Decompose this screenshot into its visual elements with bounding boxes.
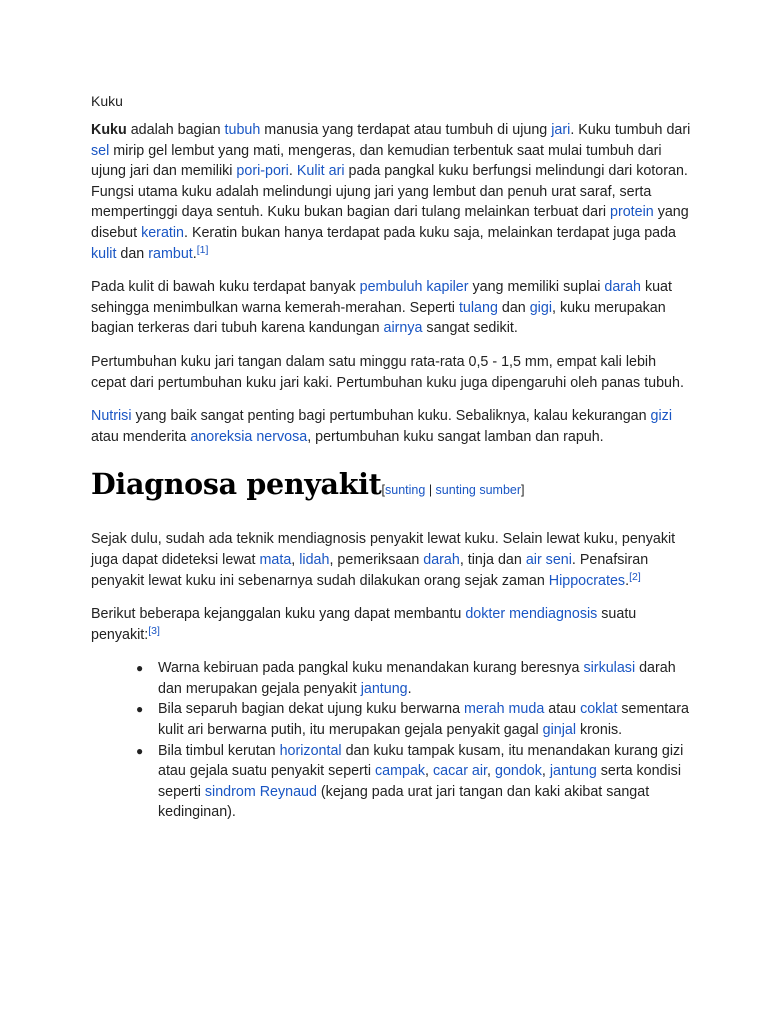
link-kulit[interactable]: kulit — [91, 245, 117, 262]
text-run: adalah bagian — [126, 122, 225, 138]
document-page — [91, 92, 691, 823]
link-ginjal[interactable]: ginjal — [542, 722, 577, 739]
text-run: Berikut beberapa kejanggalan kuku yang dapat membantu — [91, 606, 466, 623]
text-run: yang baik sangat penting bagi pertumbuhan kuku. Sebaliknya, kalau kekurangan — [131, 408, 651, 425]
text-run: yang memiliki suplai — [468, 279, 605, 296]
bracket-close: ] — [521, 483, 525, 498]
link-keratin[interactable]: keratin — [141, 224, 184, 241]
paragraph-5 — [91, 529, 691, 591]
text-run: serta kondisi seperti — [158, 763, 681, 800]
text-run: , pemeriksaan — [329, 551, 424, 568]
link-horizontal[interactable]: horizontal — [279, 742, 342, 759]
text-run: . Kuku tumbuh dari — [570, 122, 691, 138]
symptom-list — [91, 658, 691, 823]
text-run: kronis. — [576, 722, 623, 739]
text-run: atau menderita — [91, 428, 191, 445]
bullet-icon: ● — [136, 702, 144, 717]
link-rambut[interactable]: rambut — [148, 245, 193, 262]
text-run: sementara kulit ari berwarna putih, itu merupakan gejala penyakit gagal — [158, 701, 689, 739]
link-mata[interactable]: mata — [259, 551, 292, 568]
link-kulit-ari[interactable]: Kulit ari — [296, 163, 345, 180]
link-pori-pori[interactable]: pori-pori — [236, 163, 289, 180]
text-run: . — [288, 163, 297, 180]
bold-term: Kuku — [91, 122, 127, 138]
paragraph-2 — [91, 277, 691, 339]
link-sel[interactable]: sel — [91, 142, 110, 159]
text-run: Bila separuh bagian dekat ujung kuku berwarna — [158, 701, 465, 718]
text-run: suatu penyakit: — [91, 606, 637, 643]
link-sirkulasi[interactable]: sirkulasi — [583, 660, 636, 677]
paragraph-3: Pertumbuhan kuku jari tangan dalam satu minggu rata-rata 0,5 - 1,5 mm, empat kali lebih cepat dari pertumbuhan kuku jari kaki. Pertumbuhan kuku juga dipengaruhi oleh panas tubuh. — [91, 353, 684, 391]
list-item — [91, 658, 691, 699]
link-nutrisi[interactable]: Nutrisi — [91, 408, 132, 425]
text-run: . Keratin bukan hanya terdapat pada kuku saja, melainkan terdapat juga pada — [184, 224, 677, 241]
edit-source-link[interactable]: sunting sumber — [435, 483, 522, 498]
link-merah-muda[interactable]: merah muda — [464, 701, 545, 718]
text-run: , — [291, 551, 300, 568]
bullet-icon: ● — [136, 743, 144, 758]
link-lidah[interactable]: lidah — [299, 551, 330, 568]
text-run: . — [625, 572, 630, 589]
link-gizi[interactable]: gizi — [650, 408, 672, 425]
link-jantung[interactable]: jantung — [549, 763, 597, 780]
link-dokter[interactable]: dokter — [465, 606, 506, 623]
text-run: kuat sehingga menimbulkan warna kemerah-merahan. Seperti — [91, 279, 672, 316]
text-run: manusia yang terdapat atau tumbuh di ujung — [260, 122, 552, 138]
link-jari[interactable]: jari — [551, 122, 571, 138]
text-run: yang disebut — [91, 204, 689, 241]
paragraph-4 — [91, 406, 691, 447]
text-run: , — [425, 763, 433, 780]
link-airnya[interactable]: airnya — [383, 320, 423, 337]
link-jantung[interactable]: jantung — [360, 680, 408, 697]
text-run: sangat sedikit. — [422, 320, 518, 337]
link-darah[interactable]: darah — [423, 551, 460, 568]
link-sindrom-reynaud[interactable]: sindrom Reynaud — [204, 783, 317, 800]
text-run: , — [487, 763, 495, 780]
section-title: Diagnosa penyakit — [91, 467, 382, 502]
text-run: Pada kulit di bawah kuku terdapat banyak — [91, 279, 360, 296]
link-darah[interactable]: darah — [604, 279, 641, 296]
list-item — [91, 741, 691, 823]
link-gigi[interactable]: gigi — [529, 299, 552, 316]
edit-links — [382, 483, 525, 497]
paragraph-6 — [91, 604, 691, 645]
reference-link-1[interactable]: [1] — [196, 243, 209, 256]
text-run: , pertumbuhan kuku sangat lamban dan rapuh. — [307, 428, 604, 445]
document-label: Kuku — [91, 93, 123, 109]
link-anoreksia-nervosa[interactable]: anoreksia nervosa — [190, 428, 308, 445]
text-run: dan kuku tampak kusam, itu menandakan kurang gizi atau gejala suatu penyakit seperti — [158, 742, 684, 780]
list-item — [91, 699, 691, 740]
text-run: pada pangkal kuku berfungsi melindungi dari kotoran. Fungsi utama kuku adalah melindungi ujung jari yang lembut dan penuh urat saraf, serta mempertinggi daya sentuh. Kuku bukan bagian dari tulang melainkan terbuat dari — [91, 163, 688, 221]
text-run: . Penafsiran penyakit lewat kuku ini sebenarnya sudah dilakukan orang sejak zaman — [91, 551, 649, 589]
link-cacar-air[interactable]: cacar air — [433, 763, 488, 780]
reference-link-2[interactable]: [2] — [629, 570, 641, 583]
text-run: mirip gel lembut yang mati, mengeras, dan kemudian terbentuk saat mulai tumbuh dari ujung jari dan memiliki — [91, 142, 662, 180]
bracket-open: [ — [381, 483, 386, 498]
text-run: , — [541, 763, 550, 780]
intro-paragraph — [91, 120, 691, 264]
link-air-seni[interactable]: air seni — [525, 551, 572, 568]
text-run: . — [407, 680, 412, 697]
edit-link[interactable]: sunting — [385, 483, 426, 498]
text-run: Sejak dulu, sudah ada teknik mendiagnosis penyakit lewat kuku. Selain lewat kuku, penyakit juga dapat dideteksi lewat — [91, 531, 676, 568]
text-run: (kejang pada urat jari tangan dan kaki akibat sangat kedinginan). — [158, 783, 650, 821]
text-run: , kuku merupakan bagian terkeras dari tubuh karena kandungan — [91, 299, 666, 337]
link-coklat[interactable]: coklat — [580, 701, 618, 718]
bullet-icon: ● — [136, 661, 144, 676]
text-run: darah dan merupakan gejala penyakit — [158, 660, 676, 697]
link-hippocrates[interactable]: Hippocrates — [548, 572, 626, 589]
section-heading — [91, 467, 691, 507]
text-run: Warna kebiruan pada pangkal kuku menandakan kurang beresnya — [158, 660, 584, 677]
text-run: , tinja dan — [459, 551, 526, 568]
edit-separator: | — [425, 483, 436, 498]
link-campak[interactable]: campak — [374, 763, 426, 780]
link-protein[interactable]: protein — [610, 204, 654, 221]
text-run: . — [192, 245, 197, 262]
link-tubuh[interactable]: tubuh — [224, 122, 261, 138]
link-pembuluh-kapiler[interactable]: pembuluh kapiler — [359, 279, 469, 296]
link-gondok[interactable]: gondok — [495, 763, 542, 780]
text-run: Bila timbul kerutan — [158, 742, 280, 759]
text-run: atau — [544, 701, 581, 718]
link-tulang[interactable]: tulang — [458, 299, 498, 316]
text-run: dan — [116, 245, 149, 262]
link-mendiagnosis[interactable]: mendiagnosis — [509, 606, 598, 623]
reference-link-3[interactable]: [3] — [148, 624, 160, 637]
text-run: dan — [497, 299, 530, 316]
